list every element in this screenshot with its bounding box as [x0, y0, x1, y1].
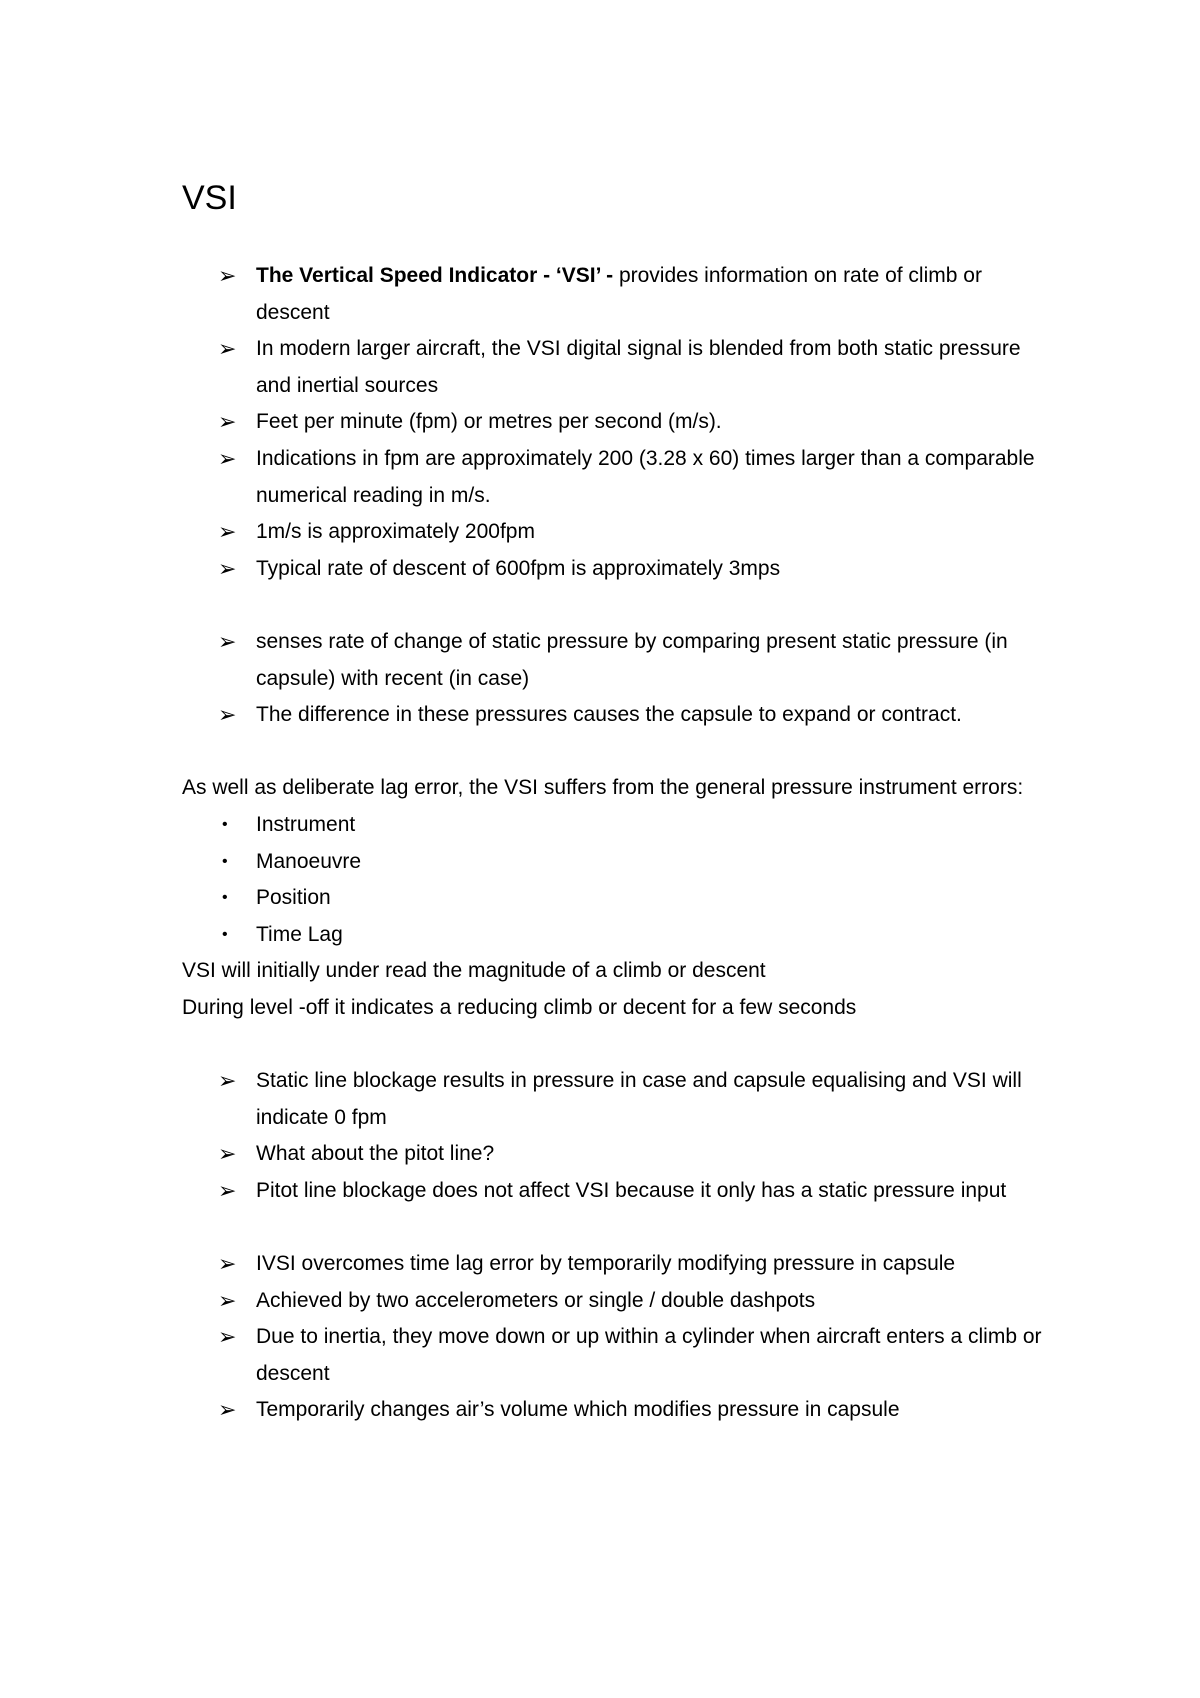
- list-item-text: 1m/s is approximately 200fpm: [256, 520, 535, 544]
- list-item-text: Time Lag: [256, 922, 343, 946]
- ivsi-list: [182, 1246, 1042, 1429]
- list-item: [182, 807, 1042, 844]
- list-item-text: Static line blockage results in pressure in case and capsule equalising and VSI will indicate 0 fpm: [256, 1069, 1022, 1129]
- arrow-bullet-icon: ➢: [218, 445, 237, 471]
- arrow-bullet-icon: ➢: [218, 409, 237, 435]
- list-item-text: In modern larger aircraft, the VSI digital signal is blended from both static pressure and inertial sources: [256, 337, 1021, 397]
- list-item: [182, 880, 1042, 917]
- arrow-bullet-icon: ➢: [218, 263, 237, 288]
- arrow-bullet-icon: ➢: [218, 1287, 237, 1313]
- vsi-intro-list: [182, 258, 1042, 587]
- errors-intro: As well as deliberate lag error, the VSI suffers from the general pressure instrument errors:: [182, 776, 1024, 800]
- arrow-bullet-icon: ➢: [218, 1397, 237, 1423]
- list-item: [182, 1063, 1042, 1136]
- arrow-bullet-icon: ➢: [218, 1068, 237, 1094]
- dot-bullet-icon: •: [222, 852, 228, 870]
- arrow-bullet-icon: ➢: [218, 1324, 237, 1350]
- list-item-text: Typical rate of descent of 600fpm is approximately 3mps: [256, 556, 781, 580]
- list-item: [182, 624, 1042, 697]
- capsule-list: [182, 624, 1042, 734]
- list-item-text: Due to inertia, they move down or up within a cylinder when aircraft enters a climb or descent: [256, 1325, 1042, 1385]
- arrow-bullet-icon: ➢: [218, 1177, 237, 1203]
- list-item-text: What about the pitot line?: [256, 1142, 495, 1166]
- list-item-text: Indications in fpm are approximately 200 (3.28 x 60) times larger than a comparable numerical reading in m/s.: [256, 446, 1035, 507]
- page-title: VSI: [182, 179, 237, 217]
- list-item: [182, 514, 1042, 551]
- list-item: [182, 844, 1042, 881]
- blockage-list: [182, 1063, 1042, 1209]
- list-item: [182, 1246, 1042, 1283]
- arrow-bullet-icon: ➢: [218, 336, 237, 362]
- arrow-bullet-icon: ➢: [218, 628, 237, 654]
- list-item: [182, 1392, 1042, 1429]
- list-item: [182, 258, 1042, 331]
- arrow-bullet-icon: ➢: [218, 1251, 237, 1277]
- list-item: [182, 1283, 1042, 1320]
- list-item: [182, 1319, 1042, 1392]
- list-item: [182, 1173, 1042, 1210]
- vsi-intro-section: [182, 258, 1042, 1429]
- list-item-text: Feet per minute (fpm) or metres per second (m/s).: [256, 410, 722, 434]
- spacer: [182, 1209, 1042, 1246]
- list-item-text: Position: [256, 886, 331, 910]
- list-item: [182, 1136, 1042, 1173]
- dot-bullet-icon: •: [222, 889, 228, 907]
- list-item-text: The difference in these pressures causes the capsule to expand or contract.: [256, 703, 962, 727]
- list-item: [182, 551, 1042, 588]
- note-line: During level -off it indicates a reducing climb or decent for a few seconds: [182, 995, 857, 1019]
- arrow-bullet-icon: ➢: [218, 555, 237, 581]
- arrow-bullet-icon: ➢: [218, 1141, 237, 1167]
- list-item-text: Instrument: [256, 812, 356, 836]
- list-item-text: Pitot line blockage does not affect VSI because it only has a static pressure input: [256, 1178, 1007, 1202]
- list-item-text: IVSI overcomes time lag error by temporarily modifying pressure in capsule: [256, 1252, 956, 1276]
- dot-bullet-icon: •: [222, 925, 228, 943]
- arrow-bullet-icon: ➢: [218, 519, 237, 545]
- list-item-text: Achieved by two accelerometers or single / double dashpots: [256, 1288, 816, 1312]
- list-item-text: Manoeuvre: [256, 849, 362, 873]
- list-item-text: senses rate of change of static pressure by comparing present static pressure (in capsule) with recent (in case): [256, 629, 1008, 690]
- spacer: [182, 1026, 1042, 1063]
- list-item-text: provides information on rate of climb or descent: [256, 264, 982, 324]
- list-item: [182, 917, 1042, 954]
- list-item: [182, 697, 1042, 734]
- spacer: [182, 587, 1042, 624]
- note-line: VSI will initially under read the magnitude of a climb or descent: [182, 959, 766, 983]
- list-item-text: Temporarily changes air’s volume which modifies pressure in capsule: [256, 1398, 900, 1422]
- errors-list: [182, 807, 1042, 953]
- arrow-bullet-icon: ➢: [218, 702, 237, 728]
- list-item: [182, 331, 1042, 404]
- list-item: [182, 441, 1042, 514]
- spacer: [182, 734, 1042, 771]
- list-item-bold-text: The Vertical Speed Indicator - ‘VSI’ -: [256, 264, 614, 287]
- list-item: [182, 404, 1042, 441]
- dot-bullet-icon: •: [222, 815, 228, 833]
